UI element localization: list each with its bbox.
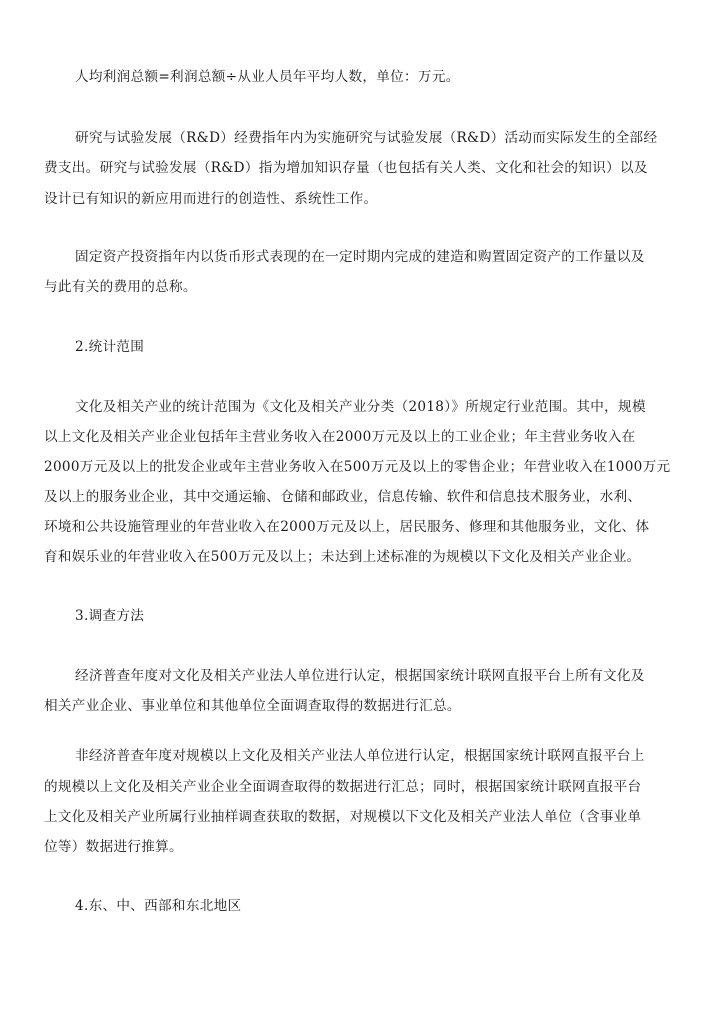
text-line: 育和娱乐业的年营业收入在500万元及以上；未达到上述标准的为规模以下文化及相关产业企业。: [44, 549, 641, 565]
section-heading: 3.调查方法: [75, 608, 145, 624]
text-line: 非经济普查年度对规模以上文化及相关产业法人单位进行认定，根据国家统计联网直报平台上: [75, 748, 645, 764]
text-line: 经济普查年度对文化及相关产业法人单位进行认定，根据国家统计联网直报平台上所有文化及: [75, 668, 645, 684]
section-heading: 4.东、中、西部和东北地区: [75, 898, 242, 914]
text-line: 固定资产投资指年内以货币形式表现的在一定时期内完成的建造和购置固定资产的工作量以及: [75, 249, 645, 265]
text-line: 费支出。研究与试验发展（R&D）指为增加知识存量（也包括有关人类、文化和社会的知识）以及: [44, 160, 648, 176]
text-line: 上文化及相关产业所属行业抽样调查获取的数据，对规模以下文化及相关产业法人单位（含事业单: [44, 809, 642, 825]
text-line: 文化及相关产业的统计范围为《文化及相关产业分类（2018）》所规定行业范围。其中，规模: [75, 399, 646, 415]
text-line: 及以上的服务业企业，其中交通运输、仓储和邮政业，信息传输、软件和信息技术服务业，水利、: [44, 489, 642, 505]
text-line: 设计已有知识的新应用而进行的创造性、系统性工作。: [44, 191, 378, 207]
text-line: 的规模以上文化及相关产业企业全面调查取得的数据进行汇总；同时，根据国家统计联网直报平台: [44, 779, 642, 795]
text-line: 位等）数据进行推算。: [44, 839, 183, 855]
text-line: 相关产业企业、事业单位和其他单位全面调查取得的数据进行汇总。: [44, 698, 461, 714]
text-line: 以上文化及相关产业企业包括年主营业务收入在2000万元及以上的工业企业；年主营业务收入在: [44, 429, 636, 445]
text-line: 研究与试验发展（R&D）经费指年内为实施研究与试验发展（R&D）活动而实际发生的全部经: [75, 130, 658, 146]
text-line: 环境和公共设施管理业的年营业收入在2000万元及以上，居民服务、修理和其他服务业，文化、体: [44, 519, 650, 535]
text-line: 2000万元及以上的批发企业或年主营业务收入在500万元及以上的零售企业；年营业收入在1000万元: [44, 459, 671, 475]
section-heading: 2.统计范围: [75, 339, 145, 355]
text-line: 与此有关的费用的总称。: [44, 279, 197, 295]
text-line: 人均利润总额=利润总额÷从业人员年平均人数，单位：万元。: [75, 69, 460, 85]
